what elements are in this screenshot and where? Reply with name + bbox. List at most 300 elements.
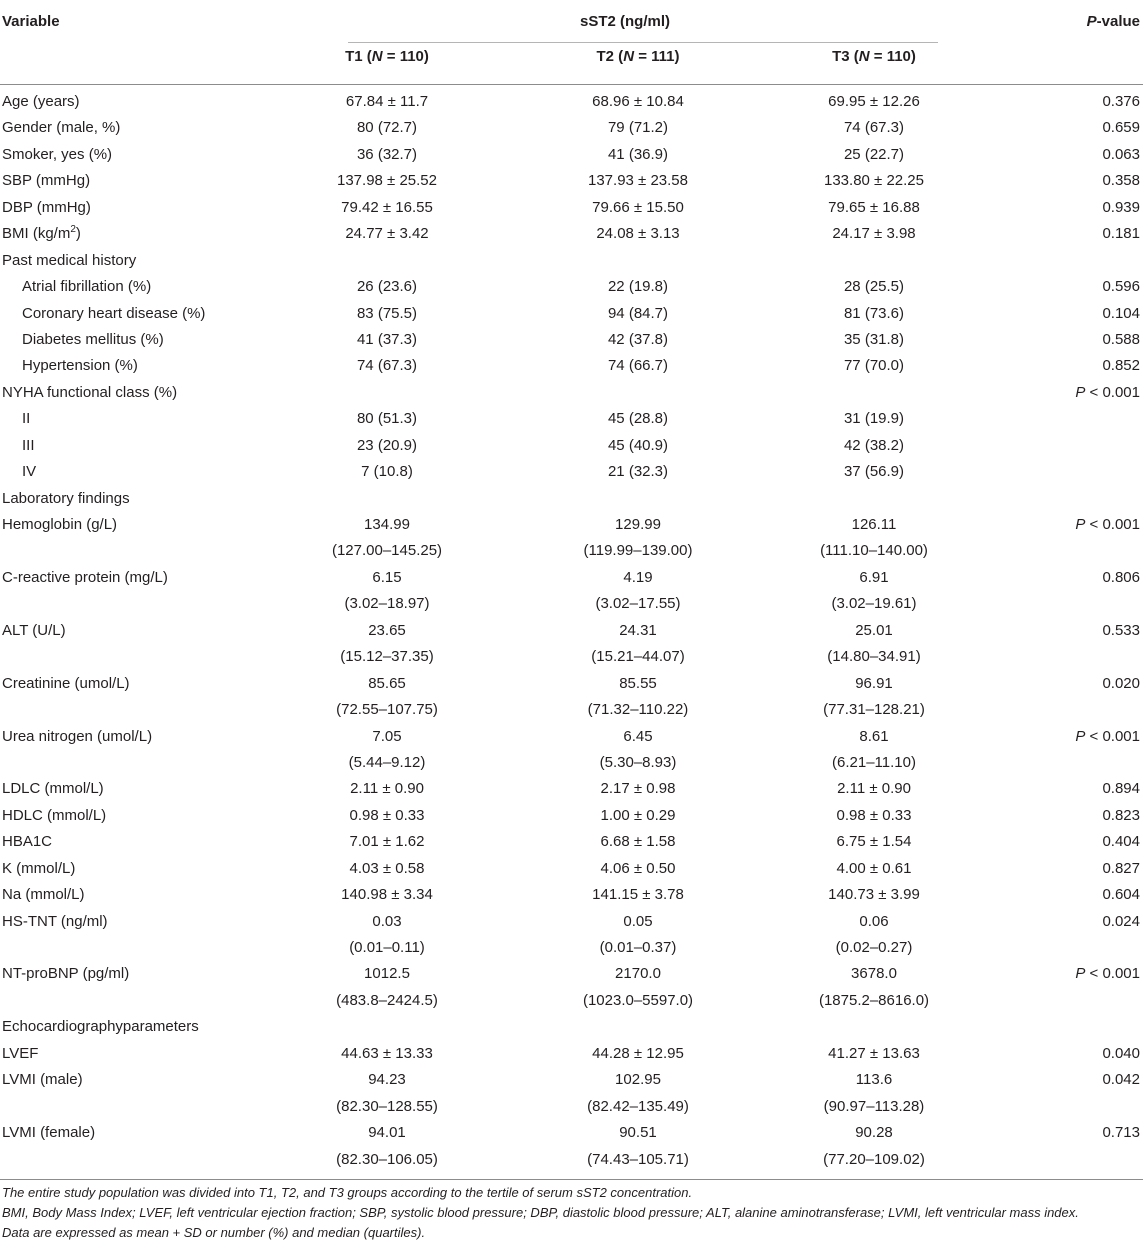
cell-t3: (0.02–0.27): [835, 939, 913, 956]
cell-t3: 6.75 ± 1.54: [836, 833, 912, 851]
cell-t2: 24.08 ± 3.13: [596, 225, 680, 243]
table-row: [0, 433, 1143, 459]
cell-t1: 137.98 ± 25.52: [337, 172, 437, 190]
cell-variable: [2, 119, 120, 137]
table-row: [0, 803, 1143, 829]
cell-t3: 4.00 ± 0.61: [836, 859, 912, 877]
cell-variable: [2, 913, 108, 931]
cell-variable: [2, 199, 91, 217]
cell-t3: 74 (67.3): [843, 119, 905, 137]
cell-pvalue: [1102, 886, 1140, 904]
cell-t3: (77.31–128.21): [823, 701, 925, 719]
cell-pvalue: [1102, 331, 1140, 349]
cell-t1: 41 (37.3): [356, 330, 418, 348]
cell-t2: 68.96 ± 10.84: [592, 93, 684, 110]
table-row: [0, 856, 1143, 882]
cell-variable: [2, 93, 80, 111]
cell-variable: [2, 225, 81, 243]
header-t2: T2 (N = 111): [596, 48, 680, 65]
cell-pvalue: [1075, 965, 1140, 983]
cell-pvalue-text: 0.659: [1102, 119, 1140, 137]
cell-variable-text: Atrial fibrillation (%): [22, 278, 152, 296]
cell-variable: [2, 569, 168, 587]
table-row: [0, 538, 1143, 564]
cell-pvalue: [1102, 119, 1140, 137]
cell-variable-text: Hemoglobin (g/L): [2, 516, 118, 533]
cell-variable-suffix: ): [75, 225, 81, 243]
cell-pvalue: [1075, 384, 1140, 402]
header-pvalue-rest: -value: [1096, 13, 1140, 30]
cell-t3: 31 (19.9): [843, 410, 905, 428]
cell-t3: 2.11 ± 0.90: [837, 780, 911, 798]
table-row: [0, 1094, 1143, 1120]
table-row: [0, 1067, 1143, 1093]
cell-pvalue: [1102, 172, 1140, 190]
header-t1-count: = 110): [382, 48, 429, 65]
cell-variable-text: HDLC (mmol/L): [2, 806, 107, 824]
header-variable: Variable: [2, 13, 60, 30]
header-t2-label: T2: [596, 48, 615, 65]
cell-t1: 26 (23.6): [356, 278, 418, 296]
cell-t1: 140.98 ± 3.34: [341, 886, 433, 904]
cell-variable: [2, 384, 177, 402]
cell-t2: 42 (37.8): [607, 330, 669, 348]
cell-pvalue: [1102, 199, 1140, 217]
cell-t1: 4.03 ± 0.58: [349, 859, 425, 877]
cell-pvalue-p: P: [1075, 965, 1086, 983]
footnote: The entire study population was divided into T1, T2, and T3 groups according to the tertile of serum sST2 concentration.: [2, 1185, 693, 1200]
cell-t3: 81 (73.6): [843, 304, 905, 322]
cell-variable-text: K (mmol/L): [2, 859, 76, 877]
cell-pvalue: [1102, 913, 1140, 931]
cell-variable: [2, 675, 130, 693]
cell-t3: (14.80–34.91): [827, 648, 921, 666]
cell-t3: 96.91: [855, 674, 893, 692]
cell-pvalue-p: P: [1075, 383, 1086, 401]
table-row: [0, 353, 1143, 379]
cell-pvalue: [1102, 622, 1140, 640]
cell-variable: [22, 357, 138, 375]
footnote: BMI, Body Mass Index; LVEF, left ventricular ejection fraction; SBP, systolic blood pressure; DBP, diastolic blood pressure; ALT, alanine aminotransferase; LVMI, left ventricular mass index.: [2, 1205, 1079, 1220]
table-body: [0, 85, 1143, 1179]
table-row: [0, 301, 1143, 327]
cell-pvalue-text: 0.852: [1102, 357, 1140, 375]
cell-t1: 0.98 ± 0.33: [349, 806, 425, 824]
table-row: [0, 1014, 1143, 1040]
cell-t1: 80 (51.3): [356, 410, 418, 428]
cell-t3: 28 (25.5): [843, 278, 905, 296]
cell-variable-text: LVEF: [2, 1044, 39, 1062]
cell-pvalue: [1102, 225, 1140, 243]
cell-pvalue: [1102, 278, 1140, 296]
cell-variable-text: Diabetes mellitus (%): [22, 330, 164, 348]
cell-pvalue-text: < 0.001: [1085, 727, 1140, 745]
cell-variable-text: NT-proBNP (pg/ml): [2, 965, 130, 983]
cell-pvalue-text: 0.104: [1102, 304, 1140, 322]
cell-t1: 67.84 ± 11.7: [345, 93, 429, 110]
cell-variable-text: IV: [22, 463, 37, 481]
cell-pvalue-text: 0.024: [1102, 912, 1140, 930]
header-pvalue: [1087, 13, 1140, 31]
cell-variable: [2, 728, 152, 746]
cell-t1: 83 (75.5): [356, 304, 418, 322]
cell-t2: 2.17 ± 0.98: [600, 780, 676, 798]
cell-t2: 141.15 ± 3.78: [592, 886, 684, 904]
cell-pvalue-p: P: [1075, 727, 1086, 745]
cell-t3: 25.01: [855, 621, 893, 639]
cell-variable-text: Creatinine (umol/L): [2, 674, 130, 692]
cell-variable-text: II: [22, 410, 31, 428]
cell-variable-text: Na (mmol/L): [2, 886, 85, 904]
cell-t3: (77.20–109.02): [823, 1150, 925, 1168]
cell-variable: [22, 463, 36, 481]
cell-t1: 1012.5: [364, 965, 410, 983]
table-header-row-1: [0, 4, 1143, 39]
cell-t2: 45 (40.9): [607, 436, 669, 454]
cell-t2: 137.93 ± 23.58: [588, 172, 688, 190]
table-row: [0, 1147, 1143, 1173]
cell-pvalue-text: 0.404: [1102, 833, 1140, 851]
cell-t3: 0.06: [859, 912, 889, 930]
cell-pvalue: [1102, 569, 1140, 587]
cell-pvalue-text: 0.713: [1102, 1124, 1140, 1142]
table-row: [0, 1041, 1143, 1067]
header-t3-count: = 110): [869, 48, 916, 65]
cell-variable-text: Gender (male, %): [2, 119, 121, 137]
cell-variable-text: ALT (U/L): [2, 621, 66, 639]
table-row: [0, 274, 1143, 300]
cell-t2: 90.51: [619, 1124, 657, 1142]
cell-variable-text: BMI (kg/m: [2, 225, 71, 243]
footnote: Data are expressed as mean + SD or number (%) and median (quartiles).: [2, 1225, 426, 1240]
table-row: [0, 327, 1143, 353]
table-row: [0, 115, 1143, 141]
cell-t3: (90.97–113.28): [823, 1097, 925, 1115]
cell-pvalue-text: 0.604: [1102, 886, 1140, 904]
cell-t2: (1023.0–5597.0): [582, 991, 694, 1009]
table-row: [0, 486, 1143, 512]
cell-variable: [2, 860, 75, 878]
header-t1-n: N: [371, 48, 383, 65]
cell-t2: (0.01–0.37): [599, 939, 677, 956]
cell-t3: (111.10–140.00): [820, 542, 928, 560]
cell-t1: (5.44–9.12): [348, 753, 426, 771]
cell-pvalue-text: < 0.001: [1085, 965, 1140, 983]
table-row: [0, 380, 1143, 406]
cell-t2: 1.00 ± 0.29: [600, 806, 676, 824]
cell-t3: 25 (22.7): [843, 145, 905, 163]
cell-t1: 23.65: [368, 621, 406, 639]
cell-t3: 79.65 ± 16.88: [828, 198, 920, 216]
cell-pvalue: [1102, 146, 1140, 164]
cell-t1: 24.77 ± 3.42: [345, 225, 429, 243]
cell-pvalue-text: 0.358: [1102, 172, 1140, 190]
cell-variable: [2, 1018, 199, 1036]
cell-variable-superscript: 2: [70, 224, 76, 236]
cell-variable: [22, 305, 205, 323]
cell-pvalue-text: < 0.001: [1085, 516, 1140, 533]
cell-t2: (3.02–17.55): [595, 595, 681, 613]
cell-pvalue-text: 0.596: [1102, 278, 1140, 296]
cell-t3: 0.98 ± 0.33: [836, 806, 912, 824]
cell-t2: (71.32–110.22): [587, 701, 689, 719]
table-row: [0, 195, 1143, 221]
table-footnotes: [0, 1183, 1143, 1243]
cell-t2: 44.28 ± 12.95: [592, 1044, 684, 1062]
cell-variable-text: DBP (mmHg): [2, 198, 91, 216]
cell-t2: 129.99: [615, 516, 661, 533]
cell-t2: 22 (19.8): [607, 278, 669, 296]
cell-t1: 94.01: [368, 1124, 406, 1142]
cell-pvalue: [1102, 780, 1140, 798]
cell-t1: 23 (20.9): [356, 436, 418, 454]
cell-t2: 79.66 ± 15.50: [592, 198, 684, 216]
data-table: [0, 4, 1143, 1180]
cell-variable-text: Age (years): [2, 93, 80, 110]
cell-pvalue: [1075, 728, 1140, 746]
cell-variable: [2, 622, 66, 640]
cell-t3: 41.27 ± 13.63: [828, 1044, 920, 1062]
cell-t1: (72.55–107.75): [336, 701, 438, 719]
cell-variable-text: Smoker, yes (%): [2, 145, 113, 163]
cell-pvalue-text: 0.042: [1102, 1071, 1140, 1089]
cell-variable-text: HBA1C: [2, 833, 53, 851]
table-row: [0, 671, 1143, 697]
cell-pvalue: [1075, 516, 1140, 534]
cell-variable: [2, 252, 136, 270]
header-t1: T1 (N = 110): [345, 48, 429, 65]
cell-t2: (74.43–105.71): [587, 1150, 689, 1168]
cell-variable-text: Hypertension (%): [22, 357, 138, 375]
cell-t1: (3.02–18.97): [344, 595, 430, 613]
cell-pvalue-text: 0.181: [1102, 225, 1140, 243]
cell-variable: [22, 437, 35, 455]
cell-pvalue-text: 0.827: [1102, 859, 1140, 877]
cell-t3: 90.28: [855, 1124, 893, 1142]
cell-variable-text: LVMI (female): [2, 1124, 96, 1142]
cell-variable: [22, 410, 30, 428]
cell-pvalue: [1102, 357, 1140, 375]
table-row: [0, 89, 1143, 115]
cell-pvalue-text: 0.894: [1102, 780, 1140, 798]
cell-t1: 44.63 ± 13.33: [341, 1044, 433, 1062]
table-row: [0, 406, 1143, 432]
cell-t1: 94.23: [368, 1071, 406, 1089]
cell-t1: 85.65: [368, 674, 406, 692]
cell-t2: (5.30–8.93): [599, 753, 677, 771]
cell-variable-text: LVMI (male): [2, 1071, 83, 1089]
cell-t3: 133.80 ± 22.25: [824, 172, 924, 190]
cell-pvalue: [1102, 1045, 1140, 1063]
cell-t1: 74 (67.3): [356, 357, 418, 375]
cell-t1: 7.01 ± 1.62: [349, 833, 425, 851]
cell-pvalue-text: 0.533: [1102, 621, 1140, 639]
cell-t3: 6.91: [859, 568, 889, 586]
cell-variable-text: NYHA functional class (%): [2, 383, 178, 401]
table-row: [0, 168, 1143, 194]
cell-variable: [2, 833, 52, 851]
cell-t2: 94 (84.7): [607, 304, 669, 322]
cell-t1: 7.05: [372, 727, 402, 745]
cell-variable-text: Coronary heart disease (%): [22, 304, 206, 322]
cell-pvalue: [1102, 1124, 1140, 1142]
cell-variable-text: Past medical history: [2, 251, 137, 269]
table-row: [0, 221, 1143, 247]
header-t3: T3 (N = 110): [832, 48, 916, 65]
cell-t2: 4.19: [623, 568, 653, 586]
cell-t2: (82.42–135.49): [587, 1097, 689, 1115]
cell-pvalue: [1102, 1071, 1140, 1089]
table-row: [0, 1120, 1143, 1146]
cell-t1: (483.8–2424.5): [336, 991, 438, 1009]
cell-t3: 8.61: [859, 727, 889, 745]
header-t3-label: T3: [832, 48, 850, 65]
cell-t2: 79 (71.2): [607, 119, 669, 137]
header-t2-n: N: [623, 48, 635, 65]
cell-pvalue: [1102, 833, 1140, 851]
cell-t1: 6.15: [372, 568, 402, 586]
cell-t2: (15.21–44.07): [591, 648, 685, 666]
table-row: [0, 591, 1143, 617]
cell-t1: 36 (32.7): [356, 145, 418, 163]
cell-t1: (0.01–0.11): [349, 939, 425, 956]
cell-t1: 79.42 ± 16.55: [341, 198, 433, 216]
table-row: [0, 697, 1143, 723]
header-pvalue-p: P: [1086, 13, 1097, 30]
cell-t1: (15.12–37.35): [340, 648, 434, 666]
cell-t1: 80 (72.7): [356, 119, 418, 137]
cell-t1: (82.30–106.05): [336, 1150, 438, 1168]
cell-t2: 41 (36.9): [607, 145, 669, 163]
cell-pvalue-text: 0.939: [1102, 198, 1140, 216]
table-row: [0, 988, 1143, 1014]
cell-t2: 2170.0: [615, 965, 661, 983]
cell-t1: 7 (10.8): [361, 463, 413, 481]
cell-t2: 45 (28.8): [607, 410, 669, 428]
cell-pvalue: [1102, 807, 1140, 825]
cell-t3: (3.02–19.61): [831, 595, 917, 613]
cell-variable: [2, 1045, 38, 1063]
cell-pvalue-text: 0.588: [1102, 330, 1140, 348]
table-header-row-2: [0, 39, 1143, 84]
cell-variable: [2, 172, 90, 190]
cell-t3: 37 (56.9): [843, 463, 905, 481]
cell-pvalue-text: 0.063: [1102, 145, 1140, 163]
cell-t3: 24.17 ± 3.98: [832, 225, 916, 243]
cell-t2: 102.95: [615, 1071, 661, 1089]
cell-variable-text: LDLC (mmol/L): [2, 780, 104, 798]
cell-t1: (127.00–145.25): [331, 542, 443, 560]
table-row: [0, 935, 1143, 961]
cell-variable: [2, 1071, 83, 1089]
cell-variable: [22, 278, 151, 296]
cell-pvalue-text: 0.823: [1102, 806, 1140, 824]
table-row: [0, 724, 1143, 750]
cell-t3: 126.11: [851, 516, 897, 533]
cell-variable-text: Echocardiographyparameters: [2, 1018, 199, 1036]
cell-pvalue-text: 0.020: [1102, 674, 1140, 692]
cell-t1: 134.99: [364, 516, 410, 533]
cell-variable: [2, 807, 106, 825]
cell-variable-text: C-reactive protein (mg/L): [2, 568, 168, 586]
table-row: [0, 565, 1143, 591]
table-row: [0, 618, 1143, 644]
cell-t3: 3678.0: [851, 965, 897, 983]
cell-pvalue-text: < 0.001: [1085, 383, 1140, 401]
header-t3-n: N: [858, 48, 870, 65]
cell-t3: 77 (70.0): [843, 357, 905, 375]
header-t1-label: T1: [345, 48, 363, 65]
cell-t3: 69.95 ± 12.26: [828, 93, 920, 110]
table-row: [0, 459, 1143, 485]
header-group: sST2 (ng/ml): [580, 13, 671, 30]
cell-t3: 35 (31.8): [843, 330, 905, 348]
cell-pvalue-text: 0.040: [1102, 1044, 1140, 1062]
cell-variable-text: HS-TNT (ng/ml): [2, 912, 108, 930]
cell-pvalue: [1102, 93, 1140, 111]
table-row: [0, 829, 1143, 855]
cell-t3: 42 (38.2): [843, 436, 905, 454]
table-row: [0, 882, 1143, 908]
cell-pvalue-p: P: [1075, 516, 1086, 533]
cell-pvalue-text: 0.376: [1102, 93, 1140, 110]
table-row: [0, 961, 1143, 987]
cell-t1: (82.30–128.55): [336, 1097, 438, 1115]
cell-variable-text: Urea nitrogen (umol/L): [2, 727, 153, 745]
table-row: [0, 776, 1143, 802]
cell-variable: [2, 516, 117, 534]
cell-t2: 85.55: [619, 674, 657, 692]
cell-t2: (119.99–139.00): [583, 542, 693, 560]
cell-t1: 0.03: [372, 912, 402, 930]
cell-t2: 6.45: [623, 727, 653, 745]
header-t2-count: = 111): [634, 48, 680, 65]
cell-variable: [2, 146, 112, 164]
bottom-rule: [0, 1179, 1143, 1180]
cell-variable-text: Laboratory findings: [2, 489, 130, 507]
cell-t2: 21 (32.3): [607, 463, 669, 481]
cell-t2: 74 (66.7): [607, 357, 669, 375]
table-row: [0, 644, 1143, 670]
cell-variable: [2, 965, 129, 983]
cell-variable: [2, 1124, 95, 1142]
cell-variable: [2, 886, 85, 904]
cell-t2: 24.31: [619, 621, 657, 639]
cell-t3: (6.21–11.10): [832, 753, 916, 771]
table-row: [0, 750, 1143, 776]
table-row: [0, 512, 1143, 538]
cell-pvalue-text: 0.806: [1102, 568, 1140, 586]
cell-t3: 140.73 ± 3.99: [828, 886, 920, 904]
cell-variable: [2, 780, 104, 798]
cell-t3: 113.6: [855, 1071, 893, 1089]
cell-variable-text: SBP (mmHg): [2, 172, 91, 190]
cell-variable: [22, 331, 164, 349]
cell-t2: 0.05: [623, 912, 653, 930]
table-row: [0, 248, 1143, 274]
table-row: [0, 142, 1143, 168]
cell-t2: 6.68 ± 1.58: [600, 833, 676, 851]
cell-t1: 2.11 ± 0.90: [350, 780, 424, 798]
cell-pvalue: [1102, 860, 1140, 878]
cell-variable: [2, 490, 130, 508]
table-row: [0, 909, 1143, 935]
cell-t2: 4.06 ± 0.50: [600, 859, 676, 877]
cell-pvalue: [1102, 675, 1140, 693]
cell-variable-text: III: [22, 436, 35, 454]
cell-pvalue: [1102, 305, 1140, 323]
cell-t3: (1875.2–8616.0): [818, 991, 930, 1009]
